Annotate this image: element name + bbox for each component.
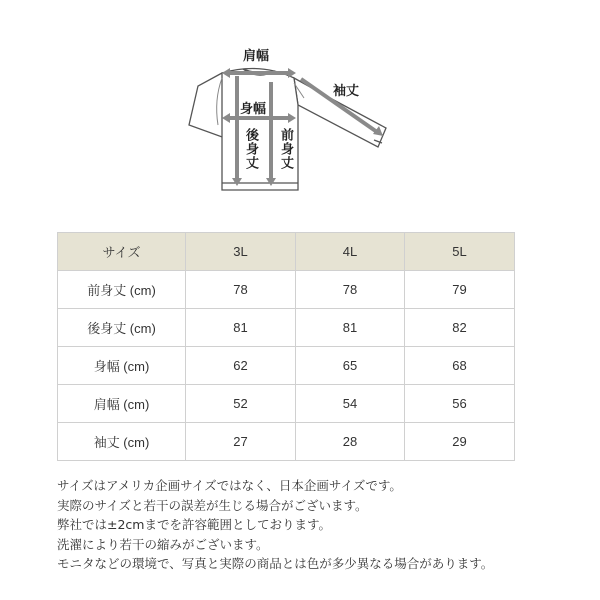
shirt-illustration [0,0,600,210]
table-row [58,385,515,423]
table-cell: 78 [186,271,296,309]
table-cell: 56 [405,385,515,423]
table-cell: 54 [296,385,405,423]
table-cell: 29 [405,423,515,461]
sleeve-length-label: 袖丈 [333,84,360,99]
table-cell: 81 [296,309,405,347]
row-label: 後身丈 (cm) [58,309,186,347]
table-cell: 65 [296,347,405,385]
measurement-diagram [0,0,600,210]
table-row [58,423,515,461]
table-cell: 27 [186,423,296,461]
table-cell: 78 [296,271,405,309]
front-length-label: 前身丈 [278,128,293,170]
row-label: 前身丈 (cm) [58,271,186,309]
table-cell: 82 [405,309,515,347]
note-line: 洗濯により若干の縮みがございます。 [57,536,269,552]
column-header: 4L [296,233,405,271]
column-header: 5L [405,233,515,271]
table-cell: 68 [405,347,515,385]
table-cell: 81 [186,309,296,347]
row-label: 身幅 (cm) [58,347,186,385]
table-cell: 62 [186,347,296,385]
back-length-label: 後身丈 [243,128,258,170]
row-label: 袖丈 (cm) [58,423,186,461]
table-cell: 28 [296,423,405,461]
table-row [58,347,515,385]
row-label: 肩幅 (cm) [58,385,186,423]
size-table [57,232,515,461]
body-width-label: 身幅 [240,102,267,117]
table-header-row [58,233,515,271]
note-line: サイズはアメリカ企画サイズではなく、日本企画サイズです。 [57,478,402,493]
table-cell: 79 [405,271,515,309]
note-line: 実際のサイズと若干の誤差が生じる場合がございます。 [57,497,368,513]
shoulder-width-label: 肩幅 [243,49,270,64]
table-cell: 52 [186,385,296,423]
size-notes [57,476,577,574]
note-line: 弊社では±2cmまでを許容範囲としております。 [57,517,331,533]
table-row [58,271,515,309]
table-row [58,309,515,347]
column-header: 3L [186,233,296,271]
column-header: サイズ [58,233,186,271]
note-line: モニタなどの環境で、写真と実際の商品とは色が多少異なる場合があります。 [57,556,494,572]
